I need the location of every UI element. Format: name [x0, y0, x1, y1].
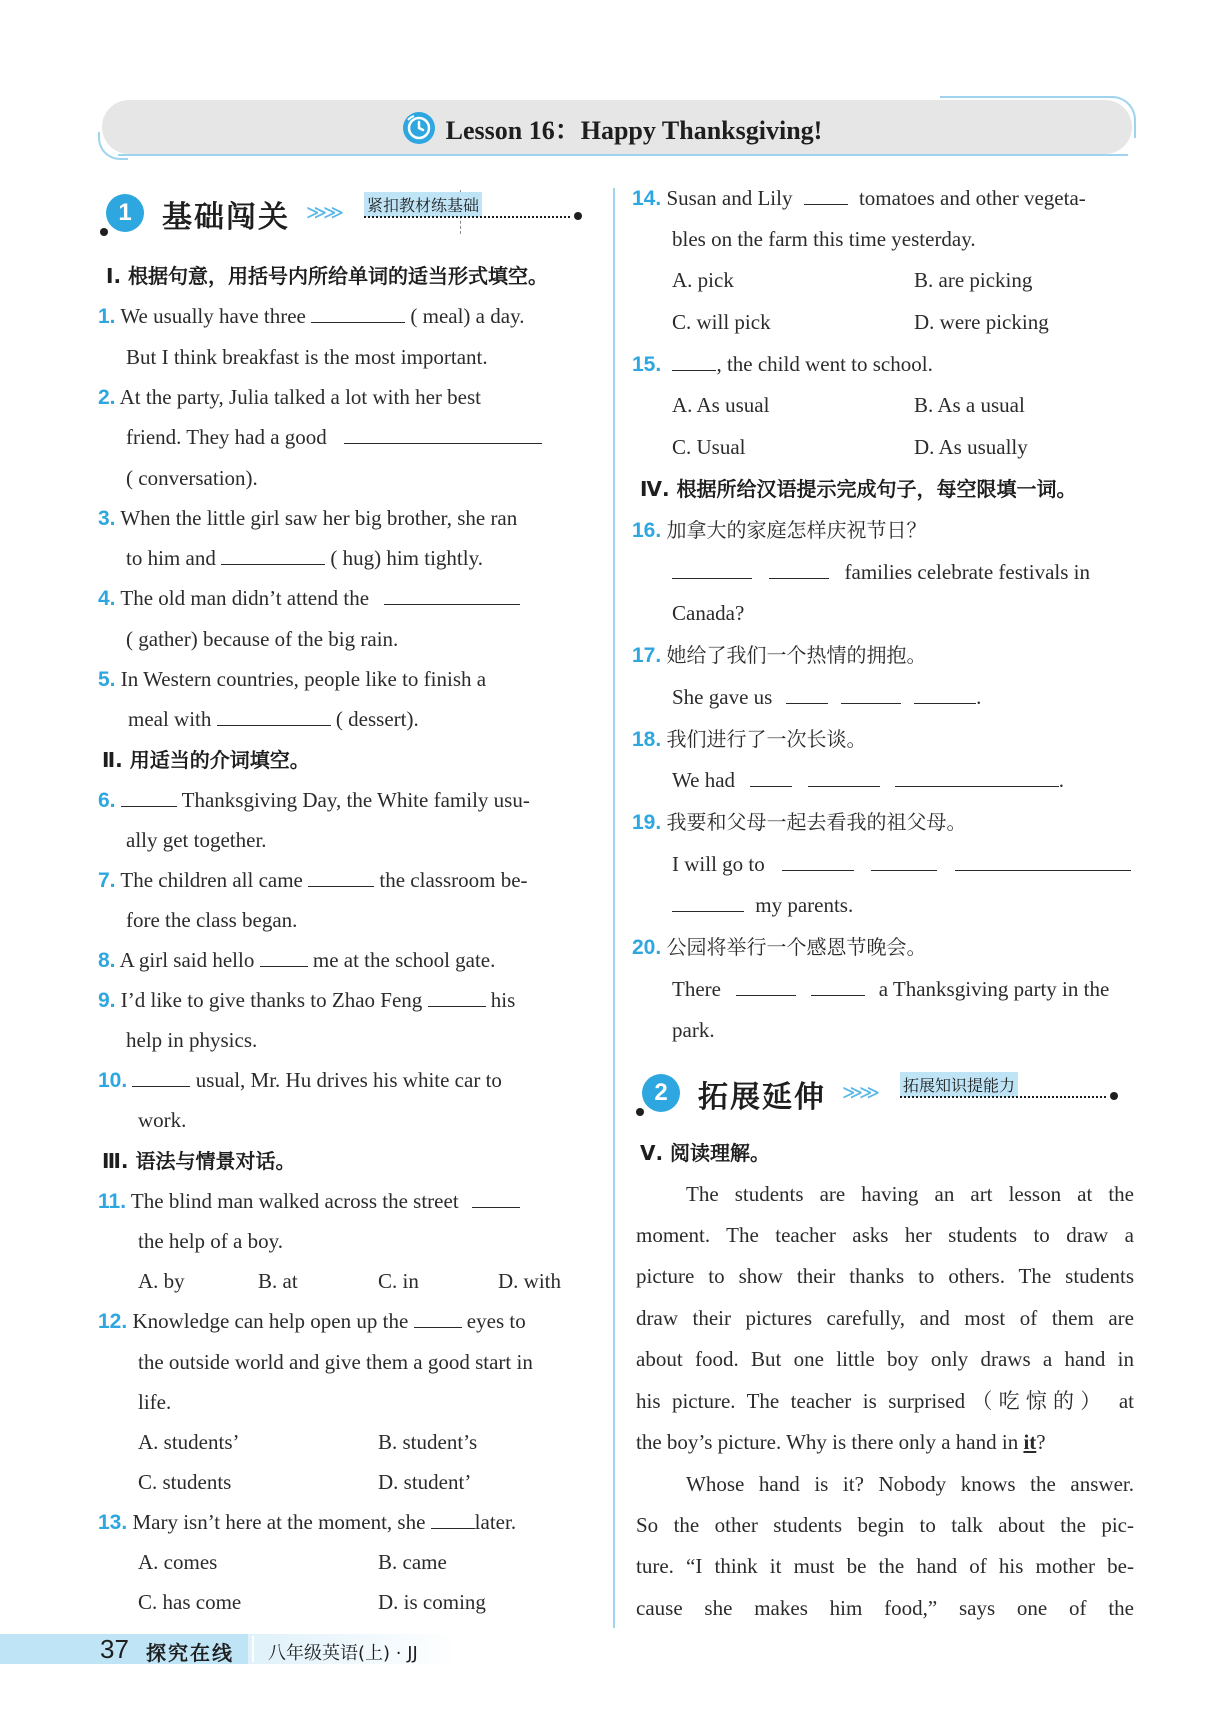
question-text: bles on the farm this time yesterday. [672, 227, 976, 251]
part-heading: Ⅲ. 语法与情景对话。 [102, 1149, 296, 1173]
question-15: 15. , the child went to school. [632, 352, 933, 376]
question-4: 4. The old man didn’t attend the [98, 586, 520, 611]
option-a[interactable]: A. comes [138, 1550, 218, 1574]
clock-icon [402, 111, 436, 145]
section-title: 拓展延伸 [698, 1080, 826, 1115]
answer-blank[interactable] [841, 685, 901, 704]
question-text: help in physics. [126, 1028, 258, 1052]
answer-blank[interactable] [811, 977, 865, 996]
option-b[interactable]: B. at [258, 1269, 298, 1293]
passage-line: his picture. The teacher is surprised（吃惊的） at [636, 1389, 1134, 1413]
question-text: my parents. [672, 893, 853, 917]
question-7: 7. The children all came the classroom be- [98, 868, 528, 892]
option-c[interactable]: C. students [138, 1470, 232, 1494]
question-text: park. [672, 1018, 715, 1042]
question-text: But I think breakfast is the most important. [126, 345, 488, 369]
question-text: I will go to [672, 852, 1131, 876]
passage-line: cause she makes him food,” says one of the [636, 1596, 1134, 1620]
question-12: 12. Knowledge can help open up the eyes to [98, 1309, 526, 1333]
part-heading: Ⅰ. 根据句意，用括号内所给单词的适当形式填空。 [106, 264, 549, 288]
page-title: Lesson 16：Happy Thanksgiving! [445, 115, 823, 145]
question-16: 16. 加拿大的家庭怎样庆祝节日？ [632, 518, 927, 542]
answer-blank[interactable] [384, 586, 520, 605]
question-8: 8. A girl said hello me at the school gate. [98, 948, 496, 972]
answer-blank[interactable] [914, 685, 976, 704]
option-c[interactable]: C. Usual [672, 435, 746, 459]
option-a[interactable]: A. students’ [138, 1430, 240, 1454]
part-heading: Ⅱ. 用适当的介词填空。 [102, 748, 310, 772]
question-text: ( conversation). [126, 466, 258, 490]
passage-line: the boy’s picture. Why is there only a hand in it? [636, 1430, 1046, 1454]
answer-blank[interactable] [217, 707, 331, 726]
question-19: 19. 我要和父母一起去看我的祖父母。 [632, 810, 967, 834]
answer-blank[interactable] [672, 893, 744, 912]
section-header-extension [642, 1070, 1122, 1120]
answer-blank[interactable] [221, 546, 325, 565]
question-1: 1. We usually have three ( meal) a day. [98, 304, 525, 328]
question-17: 17. 她给了我们一个热情的拥抱。 [632, 643, 927, 667]
underlined-word: it [1023, 1430, 1037, 1454]
answer-blank[interactable] [672, 560, 752, 579]
question-11: 11. The blind man walked across the street [98, 1189, 520, 1214]
question-text: the help of a boy. [138, 1229, 284, 1253]
answer-blank[interactable] [672, 352, 716, 371]
page-number: 37 [100, 1634, 129, 1664]
option-a[interactable]: A. As usual [672, 393, 770, 417]
chevrons-icon: ≫≫ [306, 200, 340, 224]
passage-line: ture. “I think it must be the hand of his mother be- [636, 1554, 1134, 1578]
question-text: There a Thanksgiving party in the [672, 977, 1110, 1001]
question-20: 20. 公园将举行一个感恩节晚会。 [632, 935, 927, 959]
answer-blank[interactable] [804, 186, 848, 205]
question-text: meal with ( dessert). [128, 707, 419, 731]
answer-blank[interactable] [750, 768, 792, 787]
footer-divider [252, 1636, 254, 1662]
answer-blank[interactable] [472, 1189, 520, 1208]
question-3: 3. When the little girl saw her big brother, she ran [98, 506, 518, 530]
option-d[interactable]: D. student’ [378, 1470, 472, 1494]
part-heading: Ⅴ. 阅读理解。 [640, 1141, 771, 1165]
passage-line: The students are having an art lesson at the [686, 1182, 1134, 1206]
option-b[interactable]: B. As a usual [914, 393, 1025, 417]
option-b[interactable]: B. student’s [378, 1430, 478, 1454]
column-divider [613, 188, 615, 1628]
option-c[interactable]: C. will pick [672, 310, 771, 334]
answer-blank[interactable] [808, 768, 880, 787]
question-13: 13. Mary isn’t here at the moment, she later. [98, 1510, 517, 1534]
title-decoration [940, 96, 1110, 98]
option-d[interactable]: D. is coming [378, 1590, 486, 1614]
answer-blank[interactable] [431, 1510, 475, 1529]
passage-line: picture to show their thanks to others. The students [636, 1264, 1134, 1288]
answer-blank[interactable] [871, 852, 937, 871]
part-heading: Ⅳ. 根据所给汉语提示完成句子，每空限填一词。 [640, 477, 1077, 501]
question-10: 10. usual, Mr. Hu drives his white car to [98, 1068, 502, 1092]
title-decoration [118, 154, 1128, 156]
option-c[interactable]: C. in [378, 1269, 419, 1293]
answer-blank[interactable] [414, 1309, 462, 1328]
option-d[interactable]: D. As usually [914, 435, 1028, 459]
question-text: the outside world and give them a good start in [138, 1350, 533, 1374]
option-d[interactable]: D. were picking [914, 310, 1049, 334]
question-text: fore the class began. [126, 908, 298, 932]
section-number: 2 [642, 1074, 680, 1112]
answer-blank[interactable] [428, 988, 486, 1007]
answer-blank[interactable] [786, 685, 828, 704]
passage-line: draw their pictures carefully, and most of them are [636, 1306, 1134, 1330]
question-text: We had . [672, 768, 1065, 792]
passage-line: about food. But one little boy only draws a hand in [636, 1347, 1134, 1371]
question-18: 18. 我们进行了一次长谈。 [632, 727, 867, 751]
answer-blank[interactable] [260, 948, 308, 967]
question-2: 2. At the party, Julia talked a lot with her best [98, 385, 481, 409]
question-text: Canada? [672, 601, 745, 625]
chevrons-icon: ≫≫ [842, 1080, 876, 1104]
answer-blank[interactable] [782, 852, 854, 871]
question-text: ( gather) because of the big rain. [126, 627, 399, 651]
section-subtitle: 紧扣教材练基础 [364, 192, 482, 217]
footer-brand: 探究在线 [146, 1641, 234, 1665]
answer-blank[interactable] [955, 852, 1131, 871]
section-subtitle: 拓展知识提能力 [900, 1072, 1018, 1097]
answer-blank[interactable] [344, 425, 542, 444]
option-b[interactable]: B. are picking [914, 268, 1033, 292]
option-c[interactable]: C. has come [138, 1590, 242, 1614]
passage-line: So the other students begin to talk about the pic- [636, 1513, 1134, 1537]
section-title: 基础闯关 [162, 200, 290, 235]
footer-book-title: 八年级英语(上) · JJ [268, 1643, 418, 1664]
answer-blank[interactable] [736, 977, 796, 996]
question-text: to him and ( hug) him tightly. [126, 546, 483, 570]
question-text: life. [138, 1390, 172, 1414]
passage-line: moment. The teacher asks her students to draw a [636, 1223, 1134, 1247]
question-text: families celebrate festivals in [672, 560, 1090, 584]
answer-blank[interactable] [308, 868, 374, 887]
answer-blank[interactable] [769, 560, 829, 579]
question-text: friend. They had a good [126, 425, 542, 449]
lesson-heading [0, 108, 1224, 148]
question-9: 9. I’d like to give thanks to Zhao Feng his [98, 988, 516, 1012]
option-a[interactable]: A. by [138, 1269, 185, 1293]
answer-blank[interactable] [311, 304, 405, 323]
option-b[interactable]: B. came [378, 1550, 447, 1574]
question-6: 6. Thanksgiving Day, the White family usu- [98, 788, 530, 812]
answer-blank[interactable] [132, 1068, 190, 1087]
question-14: 14. Susan and Lily tomatoes and other vegeta- [632, 186, 1086, 210]
section-number: 1 [106, 194, 144, 232]
option-d[interactable]: D. with [498, 1269, 561, 1293]
option-a[interactable]: A. pick [672, 268, 734, 292]
answer-blank[interactable] [895, 768, 1059, 787]
section-header-basics [106, 190, 586, 240]
question-text: work. [138, 1108, 187, 1132]
answer-blank[interactable] [121, 788, 177, 807]
question-text: She gave us . [672, 685, 982, 709]
question-5: 5. In Western countries, people like to finish a [98, 667, 487, 691]
passage-line: Whose hand is it? Nobody knows the answer. [686, 1472, 1134, 1496]
question-text: ally get together. [126, 828, 267, 852]
